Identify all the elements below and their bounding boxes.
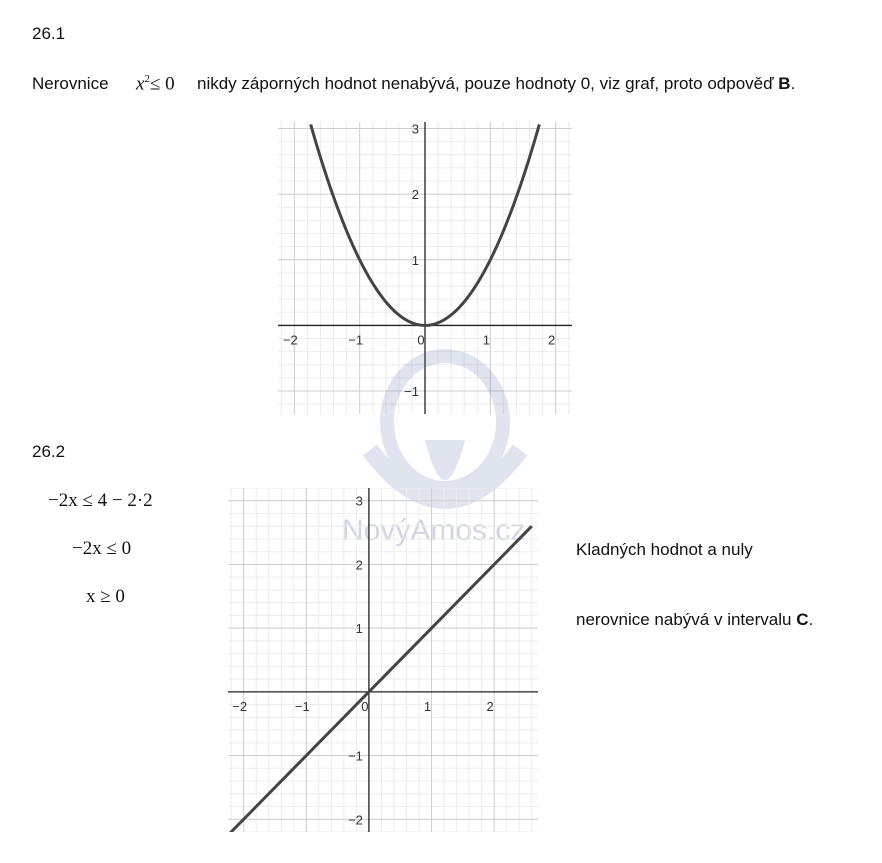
x-tick-label: 2: [486, 698, 494, 714]
y-tick-label: 1: [411, 252, 419, 268]
inequality-variable: x: [136, 73, 145, 95]
sentence-text: [197, 74, 795, 94]
answer-b: B: [778, 74, 791, 93]
y-tick-label: −1: [348, 748, 363, 764]
y-tick-label: 3: [411, 122, 419, 137]
step-1: −2x ≤ 4 − 2·2: [48, 490, 153, 511]
y-tick-label: −2: [348, 812, 363, 828]
chart-tick-labels: [232, 494, 494, 828]
y-tick-label: 3: [355, 493, 363, 509]
y-tick-label: 2: [355, 557, 363, 573]
section-number-2: 26.2: [32, 442, 66, 461]
inequality-exponent: 2: [144, 73, 150, 85]
x-tick-label: 1: [482, 332, 490, 348]
chart-parabola: [278, 122, 572, 414]
x-tick-label: −2: [232, 698, 248, 714]
x-tick-label: 2: [548, 332, 556, 348]
watermark-text: NovýAmos.cz: [342, 514, 526, 547]
sentence-period: .: [790, 74, 796, 93]
inequality-formula: [136, 73, 175, 95]
answer-c: C: [796, 610, 809, 629]
inequality-relation: ≤ 0: [149, 73, 175, 95]
y-tick-label: 1: [355, 621, 363, 637]
section-number-1: 26.1: [32, 24, 66, 43]
x-tick-label: 1: [423, 698, 432, 714]
conclusion-line-2: [576, 610, 813, 630]
chart-line: [228, 488, 538, 832]
x-tick-label: 0: [361, 698, 369, 714]
watermark-beard-shape: [425, 440, 465, 480]
chart-grid-minor: [228, 488, 538, 832]
x-tick-label: −2: [282, 332, 298, 348]
step-3: x ≥ 0: [86, 586, 125, 607]
step-2: −2x ≤ 0: [72, 538, 132, 559]
x-tick-label: −1: [294, 698, 310, 714]
y-tick-label: 2: [411, 187, 419, 203]
chart-grid-major: [228, 488, 538, 832]
chart-axes: [228, 488, 538, 832]
sentence-prefix: Nerovnice: [32, 74, 109, 93]
x-tick-label: −1: [348, 332, 364, 348]
conclusion-period: .: [808, 610, 814, 629]
conclusion-line-1: Kladných hodnot a nuly: [576, 540, 753, 559]
x-tick-label: 0: [417, 332, 425, 348]
sentence-body: nikdy záporných hodnot nenabývá, pouze hodnoty 0, viz graf, proto odpověď: [197, 74, 774, 93]
conclusion-text: nerovnice nabývá v intervalu: [576, 610, 792, 629]
y-tick-label: −1: [404, 384, 419, 400]
